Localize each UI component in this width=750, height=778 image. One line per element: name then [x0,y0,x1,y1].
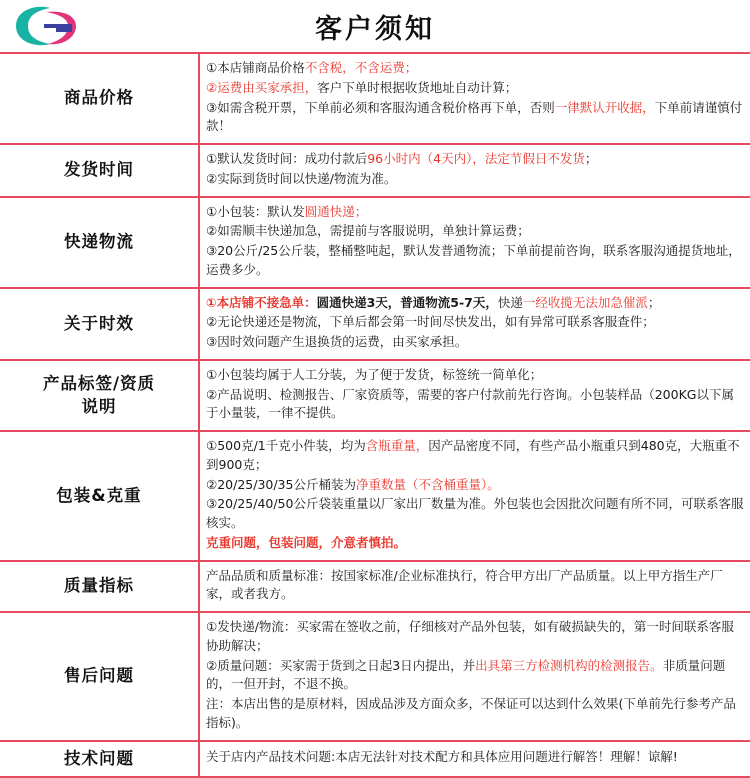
content-line [206,150,744,169]
content-text: ②如需顺丰快递加急，需提前与客服说明，单独计算运费； [206,223,530,239]
content-line [206,313,744,332]
row-label: 技术问题 [0,741,199,777]
row-content [199,741,750,777]
content-line [206,59,744,78]
content-text: ； [647,294,661,310]
content-line [206,203,744,222]
content-text: ①小包装均属于人工分装，为了便于发货，标签统一简单化； [206,366,543,382]
row-content [199,360,750,431]
table-row [0,144,750,197]
content-text: ①默认发货时间：成功付款后 [206,151,368,166]
content-text: ②运费由买家承担， [206,79,318,95]
brand-logo [6,2,84,50]
row-label: 产品标签/资质 说明 [0,360,199,431]
row-content [199,561,750,613]
content-line [206,242,744,280]
page-header [0,0,750,52]
content-text: ①小包装：默认发 [206,203,305,219]
content-text: 出具第三方检测机构的检测报告。 [475,657,663,673]
content-line [206,534,744,553]
content-line [206,748,744,767]
content-line [206,567,744,605]
row-label: 关于时效 [0,288,199,360]
content-line [206,495,744,533]
content-text: ③如需含税开票，下单前必须和客服沟通含税价格再下单，否则 [206,99,555,115]
content-text: ②质量问题：买家需于货到之日起3日内提出，并 [206,657,476,673]
content-text: 圆通快递3天，普通物流5-7天， [316,294,498,310]
content-line [206,437,744,475]
content-line [206,333,744,352]
page-title: 客户须知 [315,13,435,45]
table-row [0,53,750,144]
row-content [199,53,750,144]
content-text: ②实际到货时间以快递/物流为准。 [206,170,397,186]
content-text: 客户下单时根据收货地址自动计算； [317,79,518,95]
content-text: ①本店铺商品价格 [206,60,305,75]
content-text: 克重问题，包装问题，介意者慎拍。 [206,534,407,550]
content-text: ； [584,151,598,166]
content-text: 不含税，不含运费； [304,60,418,75]
notice-table [0,52,750,778]
table-row [0,288,750,360]
content-text: 产品品质和质量标准：按国家标准/企业标准执行，符合甲方出厂产品质量。以上甲方指生产厂家，或者我方。 [206,567,723,602]
content-text: 圆通快递； [304,203,368,219]
content-text: ②产品说明、检测报告、厂家资质等，需要的客户付款前先行咨询。小包装样品（200KG以下属于小量装，一律不提供。 [206,386,734,421]
content-text: 注：本店出售的是原材料，因成品涉及方面众多，不保证可以达到什么效果(下单前先行参考产品指标)。 [206,696,736,730]
row-label: 包装&克重 [0,431,199,561]
content-text: 96小时内（4天内），法定节假日不发货 [367,151,585,166]
content-text: 关于店内产品技术问题:本店无法针对技术配方和具体应用问题进行解答！理解！谅解! [206,749,678,765]
table-row [0,431,750,561]
content-text: 一律默认开收据， [554,99,655,115]
content-text: 含瓶重量， [365,438,429,453]
row-label: 发货时间 [0,144,199,197]
content-line [206,99,744,137]
table-row [0,360,750,431]
row-label: 快递物流 [0,197,199,288]
row-label: 质量指标 [0,561,199,613]
content-line [206,366,744,385]
content-text: ①500克/1千克小件装，均为 [206,438,366,453]
content-text: ③因时效问题产生退换货的运费，由买家承担。 [206,334,468,349]
row-content [199,288,750,360]
content-text: ③20公斤/25公斤装，整桶整吨起，默认发普通物流；下单前提前咨询，联系客服沟通提货地址，运费多少。 [206,243,741,277]
row-content [199,144,750,197]
row-label: 商品价格 [0,53,199,144]
content-line [206,618,744,656]
row-content [199,197,750,288]
content-text: 快递 [497,294,523,310]
content-line [206,476,744,495]
content-line [206,657,744,695]
table-row [0,197,750,288]
content-text: 下单前请谨慎付款！ [206,99,743,134]
table-row [0,561,750,613]
row-content [199,612,750,741]
content-line [206,170,744,189]
row-content [199,431,750,561]
content-text: ①本店铺不接急单： [206,294,317,310]
row-label: 售后问题 [0,612,199,741]
content-line [206,222,744,241]
content-line [206,386,744,424]
content-text: 一经收揽无法加急催派 [522,294,648,310]
table-row [0,741,750,777]
content-text: ③20/25/40/50公斤袋装重量以厂家出厂数量为准。外包装也会因批次问题有所不同，可联系客服核实。 [206,496,744,530]
content-text: 净重数量（不含桶重量）。 [355,476,500,492]
content-line [206,79,744,98]
content-text: 非质量问题的，一但开封，不退不换。 [206,657,726,692]
notice-table-body [0,53,750,777]
content-line [206,294,744,313]
content-text: 因产品密度不同，有些产品小瓶重只到480克，大瓶重不到900克； [206,438,740,472]
content-line [206,695,744,733]
table-row [0,612,750,741]
content-text: ②无论快递还是物流，下单后都会第一时间尽快发出，如有异常可联系客服查件； [206,314,655,330]
content-text: ②20/25/30/35公斤桶装为 [206,476,356,492]
content-text: ①发快递/物流：买家需在签收之前，仔细核对产品外包装，如有破损缺失的，第一时间联系客服协助解决； [206,619,734,653]
